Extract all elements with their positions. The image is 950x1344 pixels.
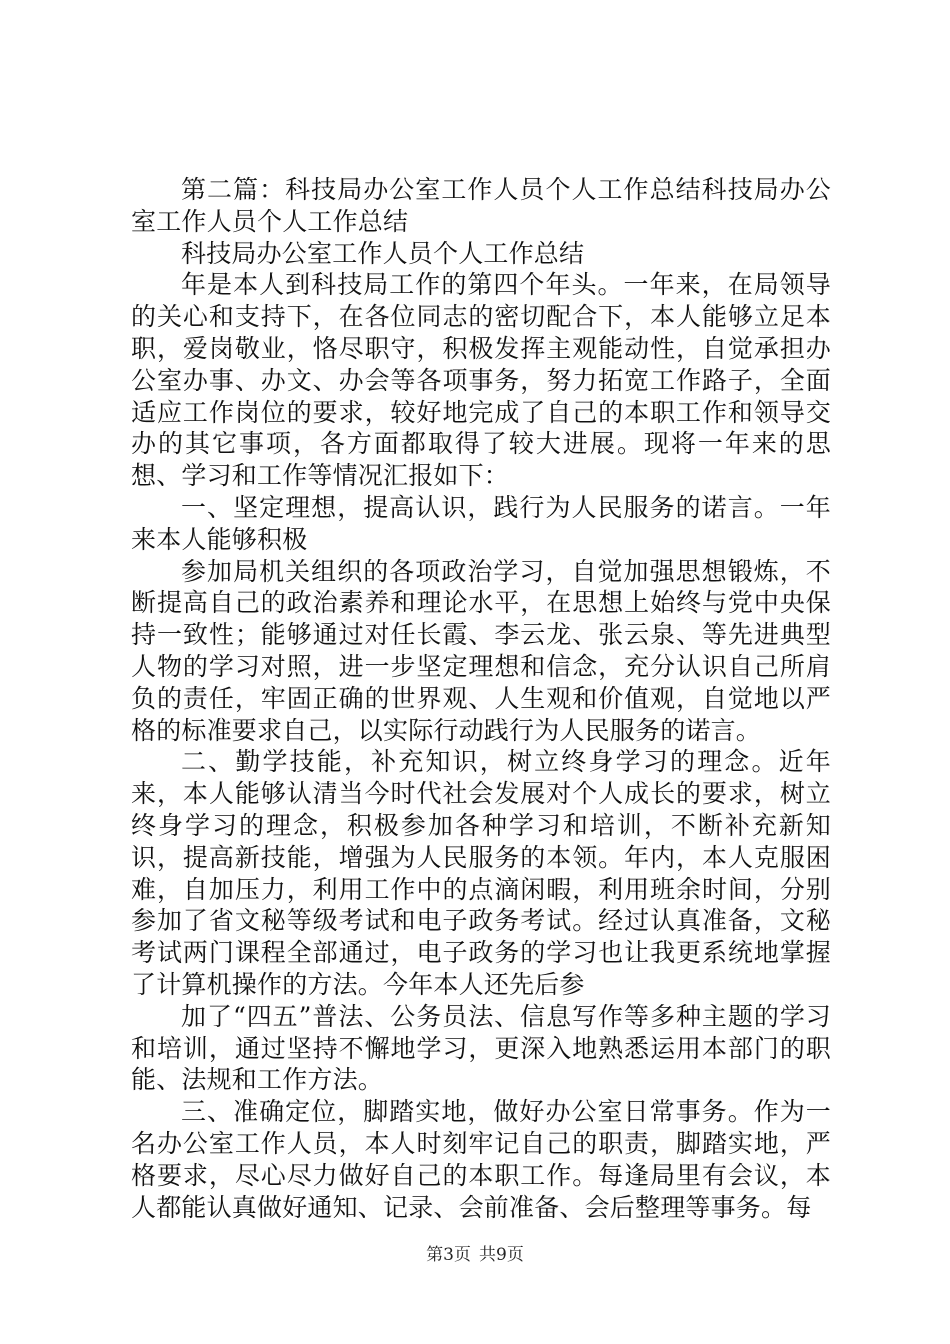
page-total: 共9页: [479, 1245, 524, 1265]
point-two-continuation: 加了“四五”普法、公务员法、信息写作等多种主题的学习和培训，通过坚持不懈地学习，更深入地熟悉运用本部门的职能、法规和工作方法。: [131, 1001, 831, 1095]
page-number: 第3页: [426, 1245, 471, 1265]
point-three-paragraph: 三、准确定位，脚踏实地，做好办公室日常事务。作为一名办公室工作人员，本人时刻牢记自己的职责，脚踏实地，严格要求，尽心尽力做好自己的本职工作。每逢局里有会议，本人都能认真做好通知、记录、会前准备、会后整理等事务。每: [131, 1097, 831, 1222]
page-footer: [0, 1244, 950, 1266]
point-one-heading: 一、坚定理想，提高认识，践行为人民服务的诺言。一年来本人能够积极: [131, 492, 831, 554]
document-body: [131, 174, 831, 1223]
point-two-paragraph: 二、勤学技能，补充知识，树立终身学习的理念。近年来，本人能够认清当今时代社会发展对个人成长的要求，树立终身学习的理念，积极参加各种学习和培训，不断补充新知识，提高新技能，增强为人民服务的本领。年内，本人克服困难，自加压力，利用工作中的点滴闲暇，利用班余时间，分别参加了省文秘等级考试和电子政务考试。经过认真准备，文秘考试两门课程全部通过，电子政务的学习也让我更系统地掌握了计算机操作的方法。今年本人还先后参: [131, 747, 831, 999]
document-title: 科技局办公室工作人员个人工作总结: [181, 238, 585, 268]
point-one-paragraph: 参加局机关组织的各项政治学习，自觉加强思想锻炼，不断提高自己的政治素养和理论水平，在思想上始终与党中央保持一致性；能够通过对任长霞、李云龙、张云泉、等先进典型人物的学习对照，进一步坚定理想和信念，充分认识自己所肩负的责任，牢固正确的世界观、人生观和价值观，自觉地以严格的标准要求自己，以实际行动践行为人民服务的诺言。: [131, 556, 831, 745]
intro-paragraph: 年是本人到科技局工作的第四个年头。一年来，在局领导的关心和支持下，在各位同志的密切配合下，本人能够立足本职，爱岗敬业，恪尽职守，积极发挥主观能动性，自觉承担办公室办事、办文、办会等各项事务，努力拓宽工作路子，全面适应工作岗位的要求，较好地完成了自己的本职工作和领导交办的其它事项，各方面都取得了较大进展。现将一年来的思想、学习和工作等情况汇报如下：: [131, 270, 831, 491]
section-heading: 第二篇：科技局办公室工作人员个人工作总结科技局办公室工作人员个人工作总结: [131, 175, 831, 236]
